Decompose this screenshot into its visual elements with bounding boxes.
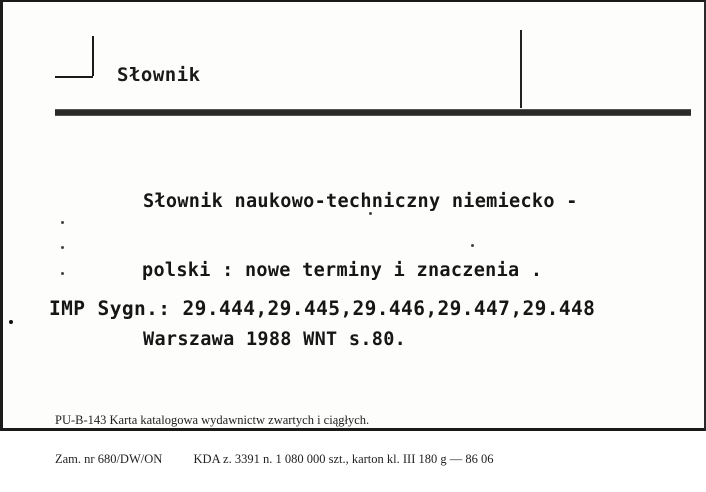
entry-line-3: Warszawa 1988 WNT s.80. [143,329,407,350]
footer-line-1: PU-B-143 Karta katalogowa wydawnictw zwartych i ciągłych. [55,413,370,427]
entry-line-2: polski : nowe terminy i znaczenia . [142,260,543,281]
entry-line-1: Słownik naukowo-techniczny niemiecko - [143,191,578,212]
speck [61,221,64,224]
call-number: IMP Sygn.: 29.444,29.445,29.446,29.447,29.448 [49,297,596,320]
speck [9,320,13,324]
speck [61,246,64,249]
bibliographic-entry [143,144,578,397]
card-footer [55,388,494,492]
header-vertical-divider [520,30,522,108]
corner-mark-vertical [92,36,94,76]
speck [369,212,372,215]
footer-line-2: Zam. nr 680/DW/ON KDA z. 3391 n. 1 080 000 szt., karton kl. III 180 g — 86 06 [55,452,494,466]
speck [471,244,474,247]
card-heading: Słownik [117,64,201,86]
header-rule [55,109,691,116]
corner-mark-horizontal [55,76,93,78]
speck [61,272,64,275]
